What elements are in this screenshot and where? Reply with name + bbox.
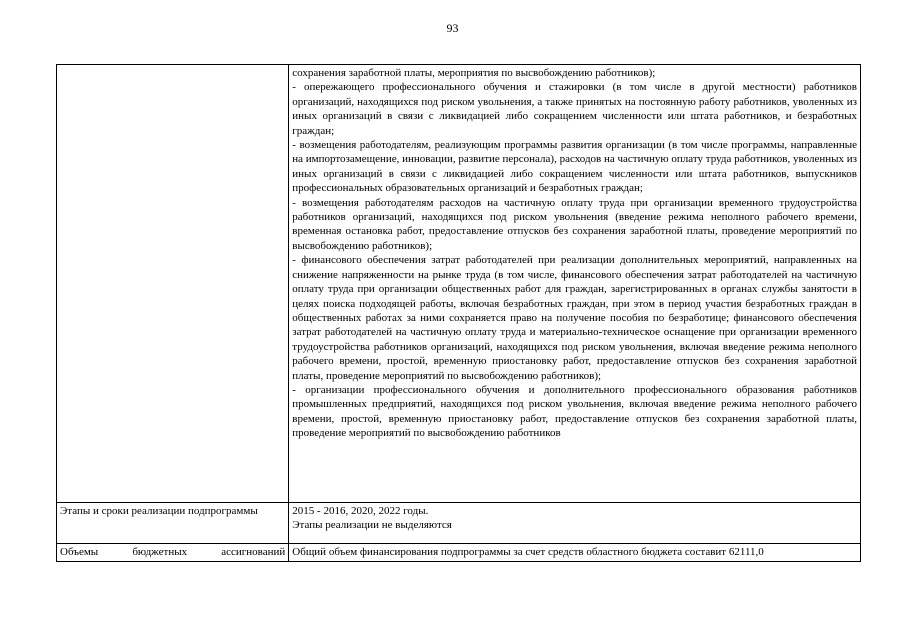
row-label-cell: Этапы и сроки реализации подпрограммы [57, 503, 289, 544]
row-content-cell [289, 65, 861, 503]
list-item: Общий объем финансирования подпрограммы за счет средств областного бюджета составит 62111,0 [292, 546, 764, 558]
list-item: - финансового обеспечения затрат работодателей при реализации дополнительных мероприятий, направленных на снижение напряженности на рынке труда (в том числе, финансового обеспечения затрат работодателей на частичную оплату труда при организации общественных работ для граждан, зарегистрированных в органах службы занятости в целях поиска подходящей работы, включая безработных граждан, при этом в период участия безработных граждан в общественных работах за ними сохраняется право на получение пособия по безработице; финансового обеспечения затрат работодателей на частичную оплату труда и материально-техническое оснащение при организации временного трудоустройства работников организаций, находящихся под риском увольнения, включая введение режима неполного рабочего времени, простой, временную приостановку работ, предоставление отпусков без сохранения заработной платы, проведение мероприятий по высвобождению работников); [292, 254, 857, 382]
page-number: 93 [446, 21, 459, 35]
list-item: Этапы реализации не выделяются [292, 519, 452, 532]
table-row [57, 503, 861, 544]
row-label-cell [57, 65, 289, 503]
list-item: - организации профессионального обучения и дополнительного профессионального образования работников промышленных предприятий, находящихся под риском увольнения, включая введение режима неполного рабочего времени, простой, временную приостановку работ, предоставление отпусков без сохранения заработной платы, проведение мероприятий по высвобождению работников [292, 383, 857, 440]
list-item: - возмещения работодателям, реализующим программы развития организации (в том числе программы, направленные на импортозамещение, инновации, развитие персонала), расходов на частичную оплату труда работников, уволенных из иных организаций в связи с ликвидацией либо сокращением численности или штата работников, выпускников профессиональных образовательных организаций и безработных граждан; [292, 139, 857, 195]
table-row [57, 65, 861, 503]
list-item: - возмещения работодателям расходов на частичную оплату труда при организации временного трудоустройства работников организаций, находящихся под риском увольнения (введение режима неполного рабочего времени, временная остановка работ, предоставление отпусков без сохранения заработной платы, проведение мероприятий по высвобождению работников); [292, 196, 857, 252]
row-label-cell: Объемы бюджетных ассигнований [57, 544, 289, 562]
list-item: - опережающего профессионального обучения и стажировки (в том числе в другой местности) работников организаций, находящихся под риском увольнения, а также принятых на постоянную работу работников, уволенных из иных организаций в связи с ликвидацией либо сокращением численности или штата работников, и безработных граждан; [292, 81, 857, 137]
list-item: 2015 - 2016, 2020, 2022 годы. [292, 505, 429, 517]
table-row [57, 544, 861, 562]
row-content-cell [289, 544, 861, 562]
list-item: сохранения заработной платы, мероприятия по высвобождению работников); [292, 67, 656, 79]
row-content-cell [289, 503, 861, 544]
subprogram-passport-table [56, 64, 861, 562]
